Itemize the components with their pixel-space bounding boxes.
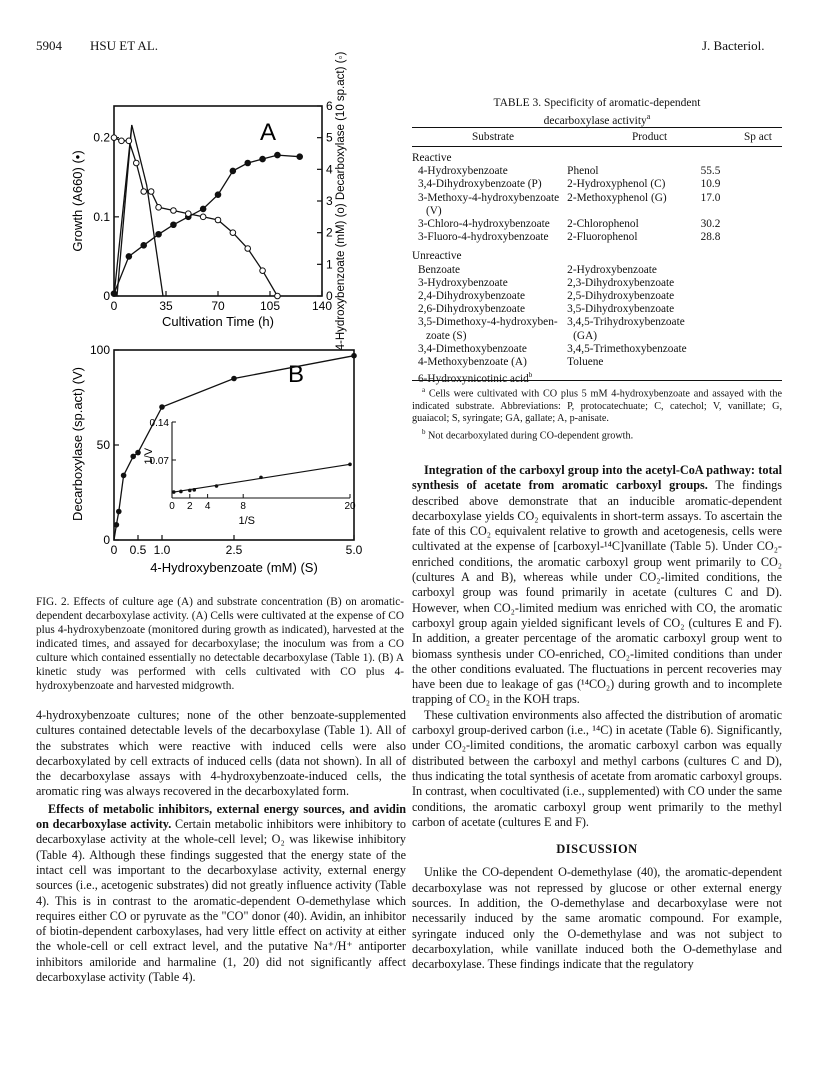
substrate-cell: 3,4-Dihydroxybenzoate (P) xyxy=(418,178,542,191)
table3-row-unreactive xyxy=(408,277,724,290)
product-cell: 2-Hydroxybenzoate xyxy=(567,263,657,276)
spact-cell xyxy=(691,264,725,277)
series-line-a-3 xyxy=(117,125,132,296)
y-tick-label-right-a: 3 xyxy=(326,194,333,208)
paragraph-inhibitors: Certain metabolic inhibitors were inhibitory to decarboxylase activity at the whole-cell level; O₂ was likewise inhibitory (Table 4). Although these findings suggested that the energy state of the intact cell was important to the decarboxylase activity, external energy sources (i.e., acetogenic substrates) did not greatly influence activity (Table 4). This is in contrast to the aromatic-dependent O-demethylase which requires either CO or pyruvate as the "CO" donor (40). Avidin, an inhibitor of biotin-dependent carboxylases, had very little effect on activity at either the whole-cell or cell extract level, and the putative Na⁺/H⁺ antiporter inhibitors amiloride and harmaline (1, 20) did not significantly affect decarboxylase activity (Table 4). xyxy=(36,817,406,985)
y-axis-label-b: Decarboxylase (sp.act) (V) xyxy=(70,367,85,521)
y-tick-label-left-a: 0.1 xyxy=(93,209,110,224)
substrate-cell: 3-Hydroxybenzoate xyxy=(418,276,508,289)
substrate-cell: 3-Methoxy-4-hydroxybenzoate xyxy=(418,191,560,204)
x-tick-label-b: 2.5 xyxy=(225,543,243,557)
inset-point xyxy=(215,484,219,488)
table3-col-spact: Sp act xyxy=(744,131,772,143)
product-cell: 3,4,5-Trimethoxybenzoate xyxy=(567,342,687,355)
data-point-a xyxy=(275,152,281,158)
table3-col-substrate: Substrate xyxy=(472,131,515,143)
table3-row-unreactive xyxy=(408,303,724,316)
x-tick-label-b: 0.5 xyxy=(129,543,147,557)
table3-footnote-a: Cells were cultivated with CO plus 5 mM 4-hydroxybenzoate and assayed with the indicated substrate. Abbreviations: P, protocatechuate; C, catechol; V, vanillate; G, guaiacol; S, syringate; GA, gallate; A, p-anisate. xyxy=(412,388,782,425)
spact-cell xyxy=(691,290,725,303)
data-point-a xyxy=(215,217,221,223)
substrate-cell: (V) xyxy=(426,204,442,217)
data-point-a xyxy=(126,254,132,260)
table3-body xyxy=(408,152,724,386)
spact-cell xyxy=(691,152,725,165)
inset-x-tick-label: 0 xyxy=(169,501,175,512)
data-point-a xyxy=(156,231,162,237)
data-point-b xyxy=(130,454,136,460)
spact-cell: 17.0 xyxy=(700,191,721,204)
table3-footnote-b: Not decarboxylated during CO-dependent growth. xyxy=(428,430,634,441)
inset-x-label: 1/S xyxy=(238,515,256,527)
data-point-a xyxy=(260,156,266,162)
substrate-cell: 3-Chloro-4-hydroxybenzoate xyxy=(418,218,550,231)
section-heading-integration: Integration of the carboxyl group into the acetyl-CoA pathway: total synthesis of acetate from aromatic carboxyl groups. xyxy=(412,463,782,493)
inset-x-tick-label: 2 xyxy=(187,501,193,512)
table3-row-reactive xyxy=(408,165,724,178)
inset-x-tick-label: 20 xyxy=(344,501,356,512)
y-tick-label-right-a: 1 xyxy=(326,257,333,272)
table3-title xyxy=(412,96,782,128)
data-point-a xyxy=(275,293,281,299)
data-point-a xyxy=(245,160,251,166)
substrate-cell: 3,5-Dimethoxy-4-hydroxyben- xyxy=(418,316,558,329)
y-ticks-right-a xyxy=(317,99,333,303)
spact-cell xyxy=(691,303,725,316)
data-point-a xyxy=(230,168,236,174)
substrate-cell: Benzoate xyxy=(418,263,461,276)
y-tick-label-right-a: 2 xyxy=(326,225,333,240)
substrate-cell: 3,4-Dimethoxybenzoate xyxy=(418,342,527,355)
figure-2b-chart xyxy=(60,340,363,580)
inset-point xyxy=(192,488,196,492)
y-axis-label-left-a: Growth (A660) (•) xyxy=(70,150,85,252)
panel-label-b: B xyxy=(288,361,305,388)
series-line-a-2 xyxy=(114,125,163,296)
data-point-b xyxy=(159,404,165,410)
spact-cell xyxy=(691,316,725,329)
right-column-text xyxy=(412,463,782,973)
data-point-a xyxy=(111,291,117,297)
table3-section-reactive xyxy=(408,152,724,165)
table3-row-unreactive xyxy=(408,356,724,369)
table3-row-unreactive xyxy=(408,290,724,303)
spact-cell xyxy=(691,277,725,290)
x-axis-label-a: Cultivation Time (h) xyxy=(162,314,274,329)
product-cell: Phenol xyxy=(567,165,599,178)
data-point-b xyxy=(121,473,127,479)
spact-cell: 10.9 xyxy=(700,178,721,191)
table3-title-line1: TABLE 3. Specificity of aromatic-dependent xyxy=(493,97,701,109)
data-point-b xyxy=(231,376,237,382)
spact-cell xyxy=(691,250,725,263)
x-axis-label-b: 4-Hydroxybenzoate (mM) (S) xyxy=(150,560,318,575)
inset-y-tick-label: 0.14 xyxy=(149,418,169,429)
inset-lineweaver-burk xyxy=(143,418,356,527)
y-tick-label-b: 100 xyxy=(89,343,110,357)
table3-row-reactive xyxy=(408,178,724,191)
y-tick-label-right-a: 0 xyxy=(326,289,333,303)
series-lines-a xyxy=(114,125,300,296)
series-points-b xyxy=(114,353,357,528)
y-tick-label-b: 50 xyxy=(96,438,110,452)
x-tick-label-a: 105 xyxy=(259,299,281,313)
substrate-cell: 2,6-Dihydroxybenzoate xyxy=(418,303,525,316)
substrate-cell: Reactive xyxy=(412,152,452,164)
x-tick-label-b: 0 xyxy=(110,543,118,557)
table3-row-reactive xyxy=(408,231,724,244)
panel-label-a: A xyxy=(260,119,277,146)
table3-title-line2: decarboxylase activity xyxy=(543,114,647,127)
data-point-a xyxy=(133,160,139,166)
data-point-a xyxy=(185,211,191,217)
figure-caption: FIG. 2. Effects of culture age (A) and substrate concentration (B) on aromatic-dependent decarboxylase activity. (A) Cells were cultivated at the expense of CO plus 4-hydroxybenzoate (monitored during growth as indicated), harvested at the indicated times, and assayed for decarboxylase; the inoculum was from a CO culture which contained essentially no detectable decarboxylase (Table 1). (B) A kinetic study was performed with cells cultivated with CO plus 4-hydroxybenzoate and harvested midgrowth. xyxy=(36,596,404,692)
discussion-heading: DISCUSSION xyxy=(556,842,638,857)
table3-row-unreactive xyxy=(408,264,724,277)
substrate-cell: Unreactive xyxy=(412,250,462,263)
spact-cell xyxy=(691,343,725,356)
y-tick-label-b: 0 xyxy=(103,533,110,547)
x-ticks-a xyxy=(111,291,333,313)
y-tick-label-right-a: 6 xyxy=(326,99,333,113)
y-tick-label-right-a: 5 xyxy=(326,130,333,145)
spact-cell: 28.8 xyxy=(700,231,721,244)
product-cell: 2,3-Dihydroxybenzoate xyxy=(567,276,675,289)
data-point-b xyxy=(114,522,120,528)
inset-point xyxy=(259,476,263,480)
substrate-cell: 6-Hydroxynicotinic acid$^b$ xyxy=(418,371,533,386)
table3-section-unreactive xyxy=(408,250,724,263)
journal-name: J. Bacteriol. xyxy=(702,38,765,53)
data-point-a xyxy=(245,246,251,252)
data-point-a xyxy=(230,230,236,236)
data-point-a xyxy=(171,222,177,228)
product-cell: 2,5-Dihydroxybenzoate xyxy=(567,290,675,303)
paragraph-discussion: Unlike the CO-dependent O-demethylase (40), the aromatic-dependent decarboxylase was not repressed by glucose or other external energy sources. In addition, the O-demethylase and decarboxylase were not necessarily induced by the same aromatic compound. For example, syringate induced only the O-demethylase and was not subject to decarboxylation, while vanillate induced both the O-demethylase and decarboxylase. These findings indicate that the regulatory xyxy=(412,865,782,972)
product-cell: 2-Chlorophenol xyxy=(567,218,639,231)
table3-bottom-rule xyxy=(412,380,782,381)
table3-title-sup: a xyxy=(646,112,651,121)
table3-row-unreactive xyxy=(408,330,724,343)
data-point-a xyxy=(156,205,162,211)
inset-point xyxy=(348,463,352,467)
x-tick-label-b: 1.0 xyxy=(153,543,171,557)
data-point-a xyxy=(111,135,117,141)
data-point-b xyxy=(135,450,141,456)
series-lines-b xyxy=(114,356,354,540)
product-cell: 2-Fluorophenol xyxy=(567,231,638,244)
spact-cell: 30.2 xyxy=(700,218,721,231)
page-number: 5904 xyxy=(36,38,62,53)
table3-row-reactive xyxy=(408,192,724,205)
data-point-a xyxy=(119,138,125,144)
x-tick-label-a: 35 xyxy=(159,299,173,313)
product-cell: 2-Hydroxyphenol (C) xyxy=(567,178,666,191)
inset-x-tick-label: 4 xyxy=(204,501,211,512)
inset-y-tick-label: 0.07 xyxy=(149,456,169,467)
substrate-cell: 2,4-Dihydroxybenzoate xyxy=(418,290,525,303)
plot-frame-a xyxy=(114,106,322,296)
product-cell xyxy=(563,250,690,263)
product-cell xyxy=(563,152,690,165)
data-point-a xyxy=(215,192,221,198)
x-tick-label-a: 140 xyxy=(311,299,333,313)
table3-header-rule xyxy=(412,146,782,147)
series-line-a-0 xyxy=(114,155,300,294)
inset-point xyxy=(172,490,176,494)
inset-y-label: 1/V xyxy=(143,447,155,465)
x-tick-label-b: 5.0 xyxy=(345,543,363,557)
product-cell xyxy=(563,205,690,218)
data-point-b xyxy=(351,353,357,359)
y-ticks-left-a xyxy=(93,131,119,303)
inset-x-tick-label: 8 xyxy=(240,501,246,512)
inset-point xyxy=(179,490,183,494)
data-point-b xyxy=(116,509,122,515)
x-tick-label-a: 70 xyxy=(211,299,225,313)
section-heading-inhibitors: Effects of metabolic inhibitors, external energy sources, and avidin on decarboxylase activity. xyxy=(36,801,406,832)
y-tick-label-left-a: 0 xyxy=(103,289,110,303)
product-cell: (GA) xyxy=(573,329,598,342)
table3-col-product: Product xyxy=(632,131,668,143)
table3-top-rule xyxy=(412,127,782,128)
paragraph-continuation: 4-hydroxybenzoate cultures; none of the other benzoate-supplemented cultures contained detectable levels of the decarboxylase (Table 1). All of the substrates which were reactive with induced cells were also decarboxylated by cell extracts of induced cells (data not shown). In all of the decarboxylase assays with 4-hydroxybenzoate-induced cells, the aromatic ring was always recovered in the decarboxylated form. xyxy=(36,708,406,799)
data-point-a xyxy=(148,189,154,195)
paragraph-integration: The findings described above demonstrate that an inducible aromatic-dependent decarboxylase yields CO₂ equivalents in short-term assays. To ascertain the fate of this CO₂ equivalent relative to growth and acetogenesis, cells were cultivated at the expense of [carboxyl-¹⁴C]vanillate (Table 5). Under CO₂-enriched conditions, the aromatic carboxyl group went primarily to CO₂ (cultures A and B), whereas while under CO₂-limited conditions, the carboxyl group was found primarily in acetate (cultures C and D). However, when CO₂-limited medium was enriched with CO, the aromatic carboxyl group again yielded significant levels of CO₂ (cultures E and F). In addition, a greater percentage of the aromatic carboxyl group went to biomass synthesis under CO-enriched, CO₂-limited conditions than under the other conditions evaluated. The fluctuations in percent recoveries may have been due to leakage of gas (¹⁴CO₂) during growth and to incomplete trapping of CO₂ in the KOH traps. xyxy=(412,478,782,707)
spact-cell xyxy=(691,330,725,343)
y-tick-label-right-a: 4 xyxy=(326,162,333,177)
product-cell: 3,5-Dihydroxybenzoate xyxy=(567,303,675,316)
product-cell: 2-Methoxyphenol (G) xyxy=(567,191,667,204)
x-ticks-b xyxy=(111,535,363,557)
substrate-cell: 4-Hydroxybenzoate xyxy=(418,165,508,178)
table3-footnotes: $^a$ Cells were cultivated with CO plus 5 mM 4-hydroxybenzoate and assayed with the indicated substrate. Abbreviations: P, protocatechuate; C, catechol; V, vanillate; G, guaiacol; S, syringate; GA, gallate; A, p-anisate. $^b$ Not decarboxylated during CO-dependent growth. xyxy=(412,386,782,441)
table3-row-unreactive xyxy=(408,316,724,329)
inset-point xyxy=(188,489,192,493)
table3-row-reactive xyxy=(408,205,724,218)
left-column-text xyxy=(36,708,406,985)
data-point-a xyxy=(141,243,147,249)
substrate-cell: 3-Fluoro-4-hydroxybenzoate xyxy=(418,231,549,244)
spact-cell: 55.5 xyxy=(700,165,721,178)
substrate-cell: 4-Methoxybenzoate (A) xyxy=(418,356,527,369)
table3-row-unreactive xyxy=(408,343,724,356)
data-point-a xyxy=(297,154,303,160)
series-line-b xyxy=(114,356,354,540)
table3-row-reactive xyxy=(408,218,724,231)
data-point-a xyxy=(126,138,132,144)
data-point-a xyxy=(171,208,177,214)
data-point-a xyxy=(141,189,147,195)
product-cell: Toluene xyxy=(567,356,604,369)
data-point-a xyxy=(260,268,266,274)
spact-cell xyxy=(691,356,725,369)
y-tick-label-left-a: 0.2 xyxy=(93,130,110,145)
data-point-a xyxy=(200,206,206,212)
x-tick-label-a: 0 xyxy=(110,299,118,313)
running-authors: HSU ET AL. xyxy=(90,38,159,53)
spact-cell xyxy=(691,205,725,218)
paragraph-distribution: These cultivation environments also affected the distribution of aromatic carboxyl group-derived carbon (i.e., ¹⁴C) in acetate (Table 6). Significantly, under CO₂-limited conditions, the aromatic carboxyl carbon was equally distributed between the carboxyl and methyl carbons (cultures C and D), thus indicating the total synthesis of acetate from aromatic carboxyl groups. In contrast, when cocultivated (i.e., supplemented) with CO under the same conditions, the aromatic carboxyl group went primarily to the methyl carbon of acetate (cultures E and F). xyxy=(412,707,782,829)
y-axis-label-right-a: 4-Hydroxybenzoate (mM) (o) Decarboxylase (10 sp.act) (◦) xyxy=(335,51,347,351)
substrate-cell: zoate (S) xyxy=(426,329,467,342)
product-cell: 3,4,5-Trihydroxybenzoate xyxy=(567,316,685,329)
data-point-a xyxy=(200,214,206,220)
